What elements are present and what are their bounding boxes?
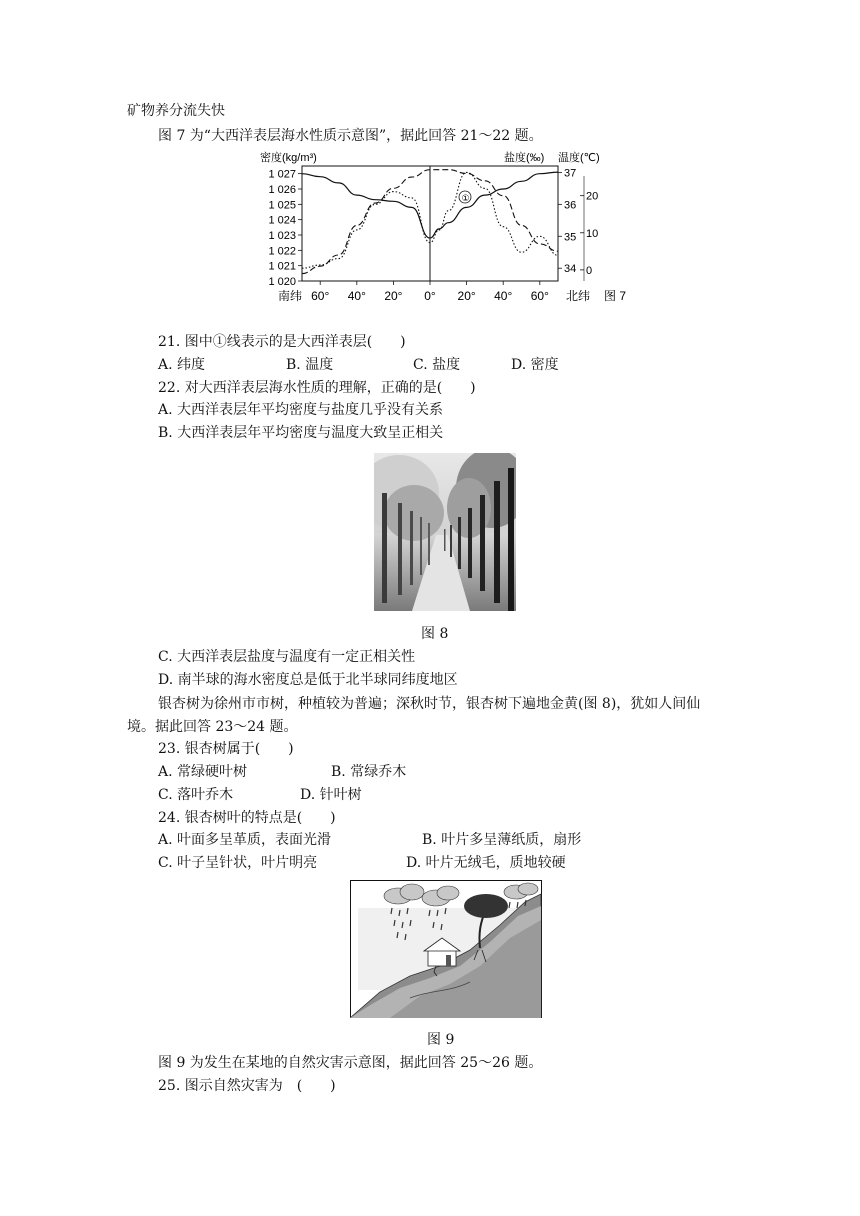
density-tick-label: 1 022 [268, 245, 296, 258]
fig8-photo [374, 453, 516, 611]
q22-option-c: C. 大西洋表层盐度与温度有一定正相关性 [158, 649, 416, 665]
salinity-tick-label: 34 [564, 263, 577, 276]
right-ticks [558, 167, 598, 281]
density-tick-label: 1 023 [268, 230, 296, 242]
salinity-tick-label: 35 [564, 231, 577, 244]
ginkgo-avenue-image [374, 453, 516, 611]
q23-option-a: A. 常绿硬叶树 [158, 764, 248, 780]
q24-stem: 24. 银杏树叶的特点是( ) [158, 810, 336, 826]
latitude-tick-label: 40° [347, 289, 366, 303]
marker-label: ① [461, 193, 470, 203]
density-tick-label: 1 026 [268, 184, 296, 196]
ginkgo-intro-line1: 银杏树为徐州市市树，种植较为普遍；深秋时节，银杏树下遍地金黄(图 8)，犹如人间仙 [158, 696, 701, 712]
q21-option-a: A. 纬度 [158, 357, 206, 373]
q21-option-d: D. 密度 [511, 357, 559, 373]
q22-stem: 22. 对大西洋表层海水性质的理解，正确的是( ) [158, 380, 476, 396]
latitude-ticks [311, 281, 549, 303]
latitude-tick-label: 20° [384, 289, 403, 303]
latitude-tick-label: 0° [424, 289, 436, 303]
north-label: 北纬 [566, 289, 591, 303]
q21-option-c: C. 盐度 [413, 357, 461, 373]
q24-option-a: A. 叶面多呈革质，表面光滑 [158, 832, 332, 848]
header-fragment: 矿物养分流失快 [127, 103, 225, 119]
latitude-tick-label: 60° [530, 289, 549, 303]
density-tick-label: 1 025 [268, 199, 296, 212]
q21-option-b: B. 温度 [286, 357, 334, 373]
q23-option-c: C. 落叶乔木 [158, 787, 234, 803]
q24-option-c: C. 叶子呈针状，叶片明亮 [158, 855, 318, 871]
q25-stem: 25. 图示自然灾害为 ( ) [158, 1078, 336, 1094]
density-tick-label: 1 020 [268, 276, 296, 288]
latitude-tick-label: 20° [457, 289, 476, 303]
fig8-caption: 图 8 [421, 626, 449, 642]
q21-stem: 21. 图中①线表示的是大西洋表层( ) [158, 334, 406, 350]
fig9-illustration [350, 880, 542, 1018]
landslide-image [350, 880, 542, 1018]
q23-option-b: B. 常绿乔木 [331, 764, 407, 780]
fig7-caption: 图 7 [604, 289, 627, 303]
density-ticks [268, 169, 302, 288]
south-label: 南纬 [278, 289, 303, 303]
density-tick-label: 1 021 [268, 260, 296, 273]
q23-stem: 23. 银杏树属于( ) [158, 741, 294, 757]
temp-tick-label: 20 [586, 190, 599, 203]
temp-tick-label: 0 [586, 264, 593, 277]
q24-option-d: D. 叶片无绒毛，质地较硬 [406, 855, 566, 871]
salinity-tick-label: 36 [564, 199, 577, 212]
ginkgo-intro-line2: 境。据此回答 23～24 题。 [127, 719, 298, 735]
latitude-tick-label: 60° [311, 289, 330, 303]
q23-option-d: D. 针叶树 [300, 787, 362, 803]
salinity-tick-label: 37 [564, 167, 577, 180]
q22-option-d: D. 南半球的海水密度总是低于北半球同纬度地区 [158, 672, 458, 688]
fig7-intro: 图 7 为“大西洋表层海水性质示意图”，据此回答 21～22 题。 [158, 128, 543, 144]
fig7-svg [258, 148, 658, 306]
density-tick-label: 1 027 [268, 168, 296, 181]
fig9-intro: 图 9 为发生在某地的自然灾害示意图，据此回答 25～26 题。 [158, 1055, 543, 1071]
salinity-axis-title: 盐度(‰) [504, 152, 545, 164]
q22-option-b: B. 大西洋表层年平均密度与温度大致呈正相关 [158, 425, 444, 441]
latitude-tick-label: 40° [494, 289, 513, 303]
temp-axis-title: 温度(℃) [558, 152, 600, 164]
density-axis-title: 密度(kg/m³) [260, 152, 317, 164]
density-tick-label: 1 024 [268, 214, 296, 227]
q24-option-b: B. 叶片多呈薄纸质，扇形 [422, 832, 582, 848]
fig9-caption: 图 9 [427, 1032, 455, 1048]
q22-option-a: A. 大西洋表层年平均密度与盐度几乎没有关系 [158, 402, 444, 418]
fig7-chart [258, 148, 658, 306]
temp-tick-label: 10 [586, 227, 599, 240]
